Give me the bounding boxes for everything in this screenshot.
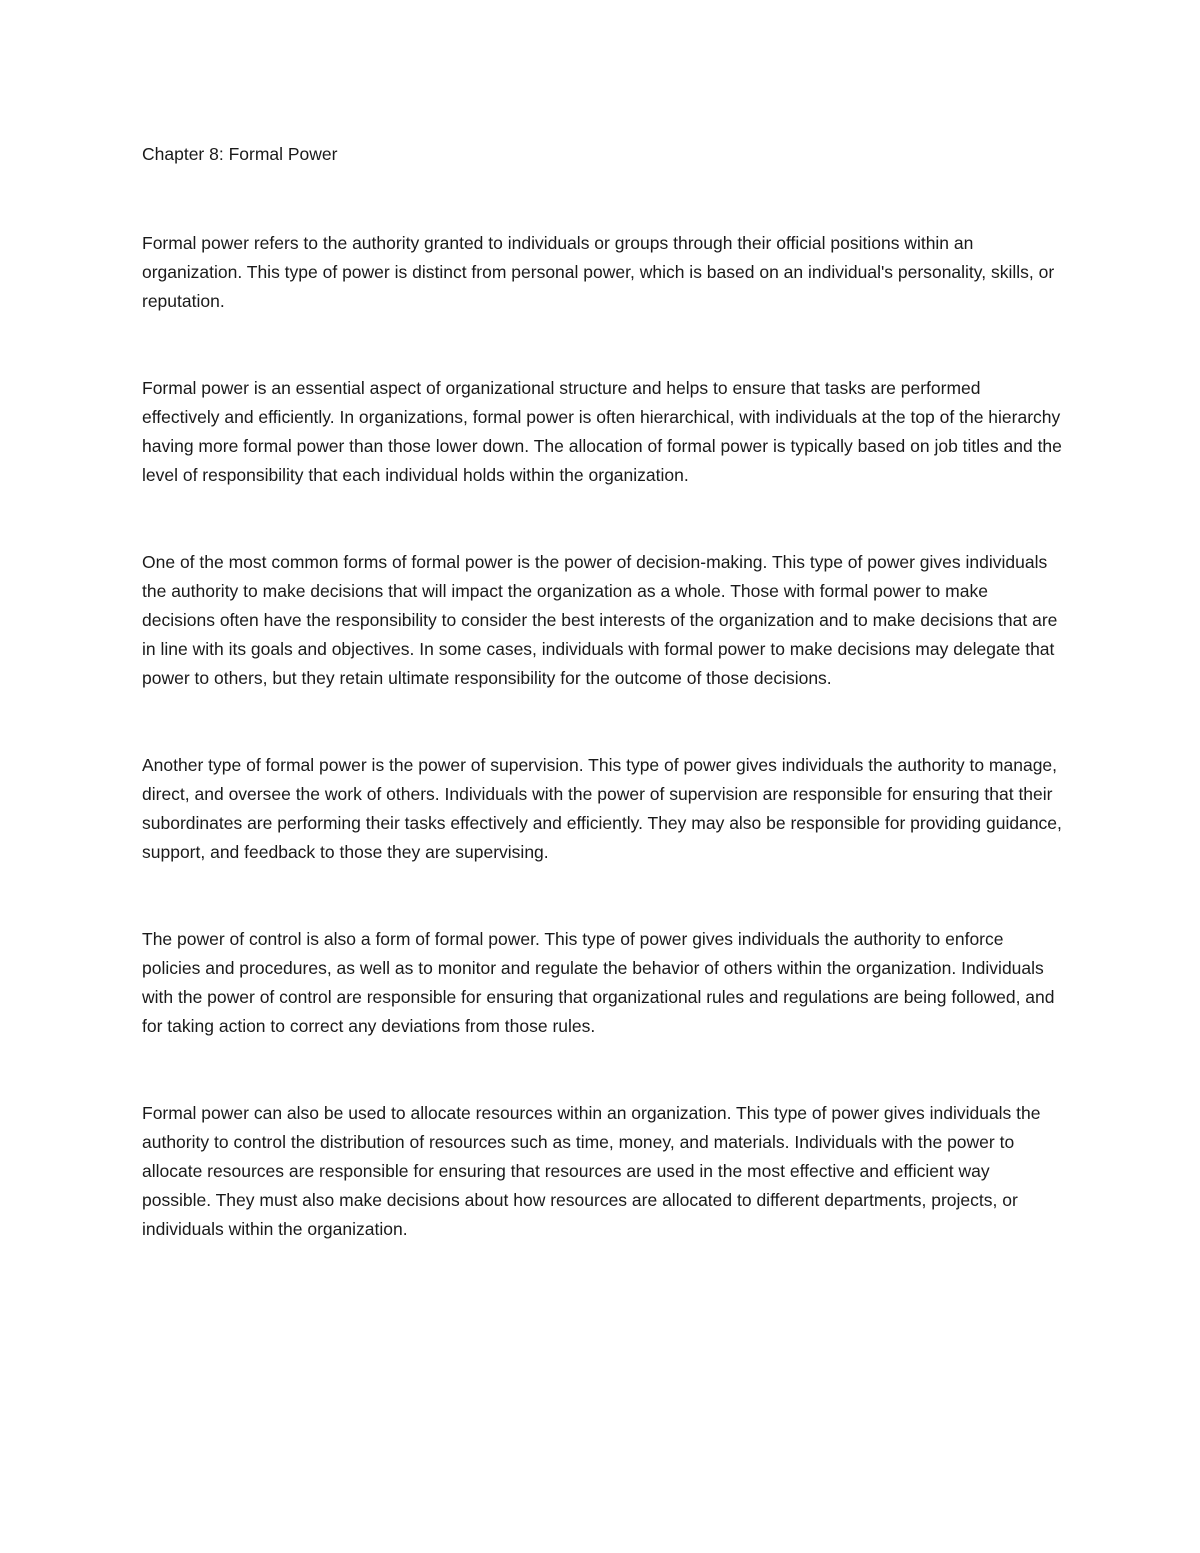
- paragraph-resource-allocation: Formal power can also be used to allocate resources within an organization. This type of power gives individuals the authority to control the distribution of resources such as time, money, and materials. Individuals with the power to allocate resources are responsible for ensuring that resources are used in the most effective and efficient way possible. They must also make decisions about how resources are allocated to different departments, projects, or individuals within the organization.: [142, 1103, 1041, 1239]
- paragraph-supervision: Another type of formal power is the power of supervision. This type of power gives individuals the authority to manage, direct, and oversee the work of others. Individuals with the power of supervision are responsible for ensuring that their subordinates are performing their tasks effectively and efficiently. They may also be responsible for providing guidance, support, and feedback to those they are supervising.: [142, 755, 1062, 862]
- document-page: [142, 140, 1062, 1244]
- paragraph-formal-power-definition: Formal power refers to the authority granted to individuals or groups through their official positions within an organization. This type of power is distinct from personal power, which is based on an individual's personality, skills, or reputation.: [142, 233, 1055, 311]
- document-title: Chapter 8: Formal Power: [142, 144, 338, 164]
- paragraph-decision-making: One of the most common forms of formal power is the power of decision-making. This type of power gives individuals the authority to make decisions that will impact the organization as a whole. Those with formal power to make decisions often have the responsibility to consider the best interests of the organization and to make decisions that are in line with its goals and objectives. In some cases, individuals with formal power to make decisions may delegate that power to others, but they retain ultimate responsibility for the outcome of those decisions.: [142, 552, 1058, 688]
- paragraph-organizational-structure: Formal power is an essential aspect of organizational structure and helps to ensure that tasks are performed effectively and efficiently. In organizations, formal power is often hierarchical, with individuals at the top of the hierarchy having more formal power than those lower down. The allocation of formal power is typically based on job titles and the level of responsibility that each individual holds within the organization.: [142, 378, 1062, 485]
- paragraph-control: The power of control is also a form of formal power. This type of power gives individuals the authority to enforce policies and procedures, as well as to monitor and regulate the behavior of others within the organization. Individuals with the power of control are responsible for ensuring that organizational rules and regulations are being followed, and for taking action to correct any deviations from those rules.: [142, 929, 1055, 1036]
